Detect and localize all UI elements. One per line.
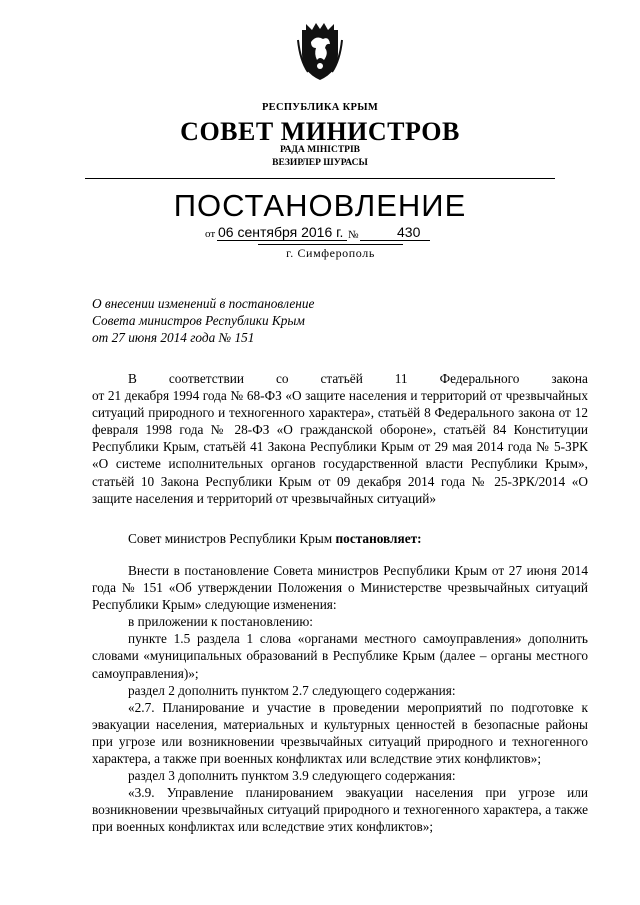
word: В: [128, 371, 137, 386]
word: закона: [551, 371, 588, 386]
resolve-text: Совет министров Республики Крым: [128, 531, 336, 546]
date-prefix: от: [205, 228, 216, 240]
body-paragraph: раздел 2 дополнить пунктом 2.7 следующего содержания:: [128, 682, 456, 698]
council-name-crimean-tatar: ВЕЗИРЛЕР ШУРАСЫ: [272, 158, 368, 168]
council-name-ukrainian: РАДА МІНІСТРІВ: [279, 145, 360, 155]
document-date: 06 сентября 2016 г.: [218, 224, 344, 240]
date-underline: [217, 240, 347, 241]
word: со: [275, 371, 289, 386]
word: соответствии: [168, 371, 244, 386]
number-prefix: №: [348, 229, 359, 241]
body-paragraph: «3.9. Управление планированием эвакуации населения при угрозе или возникновении чрезвычайных ситуаций природного и техногенного характера, а также при военных конфликтах или вследствие этих конфликтов»;: [92, 785, 588, 835]
body-paragraph: пункте 1.5 раздела 1 слова «органами местного самоуправления» дополнить словами «муниципальных образований в Республике Крым (далее – органы местного самоуправления)»;: [92, 631, 588, 681]
coat-of-arms-emblem: [296, 20, 344, 82]
subject-line: О внесении изменений в постановление: [92, 296, 315, 311]
document-type-title: ПОСТАНОВЛЕНИЕ: [173, 188, 467, 223]
body-paragraph: «2.7. Планирование и участие в проведении мероприятий по подготовке к эвакуации населения, материальных и культурных ценностей в безопасные районы при угрозе или возникновении чрезвычайных ситуаций природного и техногенного характера, а также при военных конфликтах или вследствие этих конфликтов»;: [92, 699, 588, 767]
word: Федерального: [439, 371, 520, 386]
body-paragraph: в приложении к постановлению:: [128, 614, 313, 630]
number-underline: [360, 240, 430, 241]
resolve-paragraph: [92, 530, 588, 547]
preamble-paragraph: [92, 370, 588, 507]
document-subject: [92, 295, 314, 346]
header-divider: [85, 178, 555, 179]
word: статьёй: [320, 371, 363, 386]
council-name: СОВЕТ МИНИСТРОВ: [180, 117, 460, 146]
body-paragraph: раздел 3 дополнить пунктом 3.9 следующего содержания:: [128, 768, 456, 784]
date-number-line: [205, 224, 430, 242]
preamble-text: от 21 декабря 1994 года № 68-ФЗ «О защите населения и территорий от чрезвычайных ситуаций природного и техногенного характера», статьёй 8 Федерального закона от 12 февраля 1998 года № 28-ФЗ «О гражданской обороне», статьёй 84 Конституции Республики Крым, статьёй 41 Закона Республики Крым от 29 мая 2014 года № 5-ЗРК «О системе исполнительных органов государственной власти Республики Крым», статьёй 10 Закона Республики Крым от 09 декабря 2014 года № 25-ЗРК/2014 «О защите населения и территорий от чрезвычайных ситуаций»: [92, 388, 588, 506]
city-name: г. Симферополь: [258, 244, 403, 261]
resolve-keyword: постановляет:: [335, 531, 422, 546]
body-paragraph: Внести в постановление Совета министров Республики Крым от 27 июня 2014 года № 151 «Об утверждении Положения о Министерстве чрезвычайных ситуаций Республики Крым» следующие изменения:: [92, 563, 588, 613]
subject-line: Совета министров Республики Крым: [92, 313, 305, 328]
operative-section: [92, 562, 588, 836]
preamble-first-line: [92, 370, 588, 387]
republic-name: РЕСПУБЛИКА КРЫМ: [261, 102, 379, 113]
subject-line: от 27 июня 2014 года № 151: [92, 330, 255, 345]
word: 11: [394, 371, 408, 386]
document-number: 430: [397, 224, 421, 240]
